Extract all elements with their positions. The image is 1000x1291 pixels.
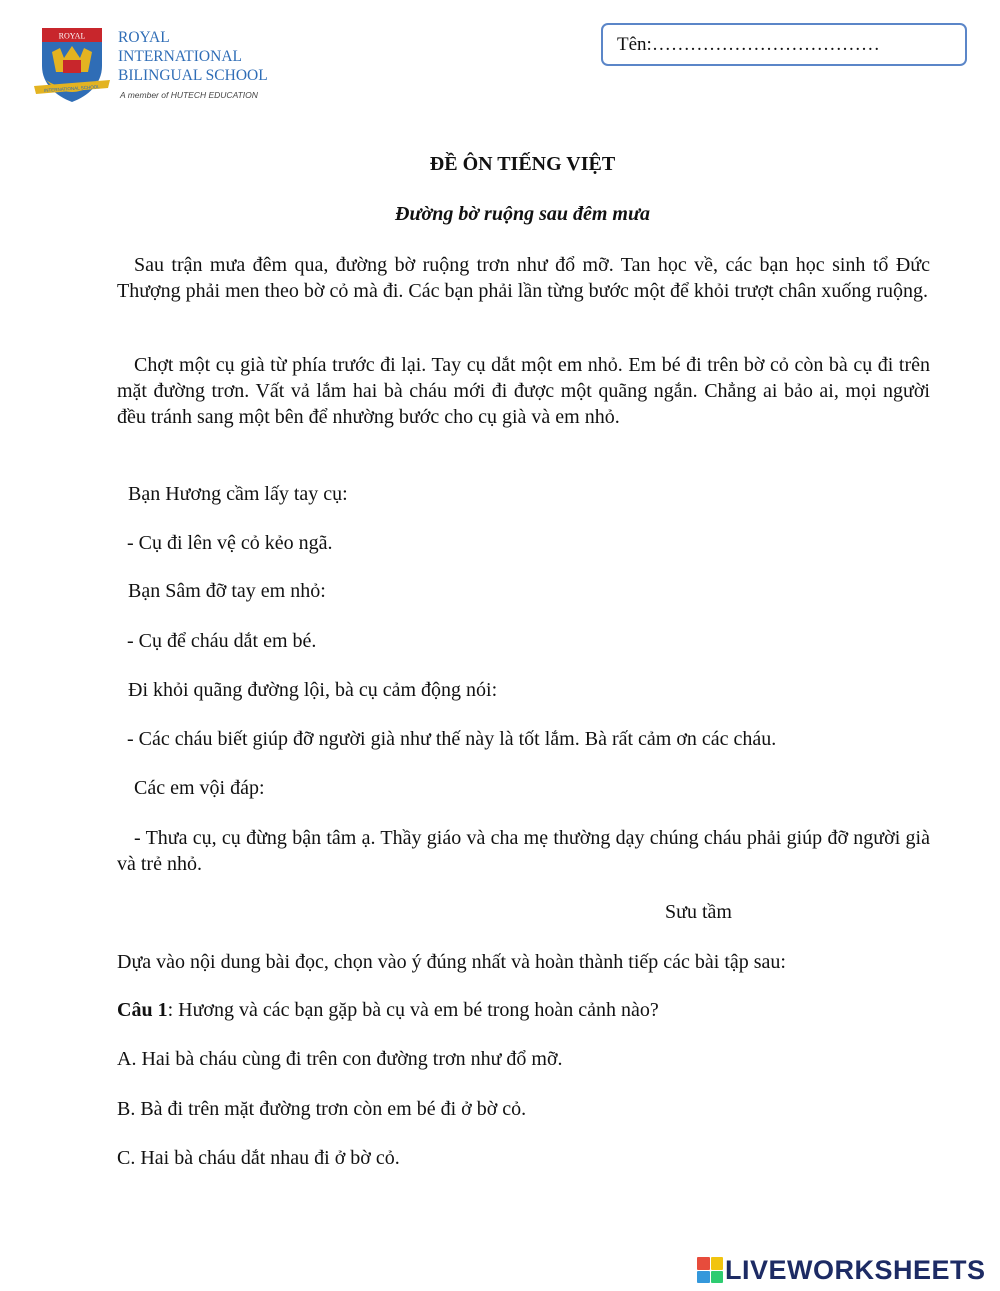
- crest-ribbon-label: INTERNATIONAL SCHOOL: [43, 84, 100, 93]
- page-title: ĐỀ ÔN TIẾNG VIỆT: [429, 153, 616, 175]
- liveworksheets-logo-icon: [697, 1257, 723, 1283]
- school-name-line1: ROYAL: [118, 29, 170, 46]
- liveworksheets-watermark: [697, 1255, 986, 1285]
- story-paragraph-3: - Thưa cụ, cụ đừng bận tâm ạ. Thầy giáo và cha mẹ thường dạy chúng cháu phải giúp đỡ người già và trẻ nhỏ.: [117, 827, 930, 875]
- question-1: [117, 997, 659, 1023]
- crest-top-label: ROYAL: [58, 31, 86, 41]
- answer-option-a[interactable]: A. Hai bà cháu cùng đi trên con đường trơn như đổ mỡ.: [117, 1048, 563, 1070]
- question-1-label: Câu 1: [117, 999, 168, 1021]
- liveworksheets-text: LIVEWORKSHEETS: [725, 1254, 986, 1285]
- story-line-4: - Cụ để cháu dắt em bé.: [127, 630, 317, 652]
- story-line-7: Các em vội đáp:: [134, 777, 265, 799]
- story-line-5: Đi khỏi quãng đường lội, bà cụ cảm động nói:: [128, 679, 498, 701]
- story-line-1: Bạn Hương cầm lấy tay cụ:: [128, 483, 348, 505]
- instructions: Dựa vào nội dung bài đọc, chọn vào ý đúng nhất và hoàn thành tiếp các bài tập sau:: [117, 951, 786, 973]
- story-paragraph-1: Sau trận mưa đêm qua, đường bờ ruộng trơn như đổ mỡ. Tan học về, các bạn học sinh tổ Đức Thượng phải men theo bờ cỏ mà đi. Các bạn phải lần từng bước một để khỏi trượt chân xuống ruộng.: [117, 254, 930, 302]
- school-name-line3: BILINGUAL SCHOOL: [118, 67, 268, 84]
- school-name: [118, 28, 268, 85]
- story-line-2: - Cụ đi lên vệ cỏ kẻo ngã.: [127, 532, 333, 554]
- school-name-line2: INTERNATIONAL: [118, 48, 242, 65]
- school-logo: [30, 22, 290, 106]
- question-1-text: : Hương và các bạn gặp bà cụ và em bé trong hoàn cảnh nào?: [167, 999, 659, 1021]
- school-tagline: A member of HUTECH EDUCATION: [120, 90, 258, 100]
- story-line-3: Bạn Sâm đỡ tay em nhỏ:: [128, 580, 326, 602]
- story-title: Đường bờ ruộng sau đêm mưa: [395, 203, 650, 225]
- student-name-field[interactable]: Tên:………………………………: [601, 23, 967, 66]
- answer-option-c[interactable]: C. Hai bà cháu dắt nhau đi ở bờ cỏ.: [117, 1147, 400, 1169]
- story-line-6: - Các cháu biết giúp đỡ người già như thế này là tốt lắm. Bà rất cảm ơn các cháu.: [127, 728, 777, 750]
- story-paragraph-2: Chợt một cụ già từ phía trước đi lại. Tay cụ dắt một em nhỏ. Em bé đi trên bờ cỏ còn bà cụ đi trên mặt đường trơn. Vất vả lắm hai bà cháu mới đi được một quãng ngắn. Chẳng ai bảo ai, mọi người đều tránh sang một bên để nhường bước cho cụ già và em nhỏ.: [117, 354, 930, 428]
- answer-option-b[interactable]: B. Bà đi trên mặt đường trơn còn em bé đi ở bờ cỏ.: [117, 1098, 527, 1120]
- story-source: Sưu tầm: [665, 901, 732, 923]
- school-crest-icon: [30, 22, 114, 106]
